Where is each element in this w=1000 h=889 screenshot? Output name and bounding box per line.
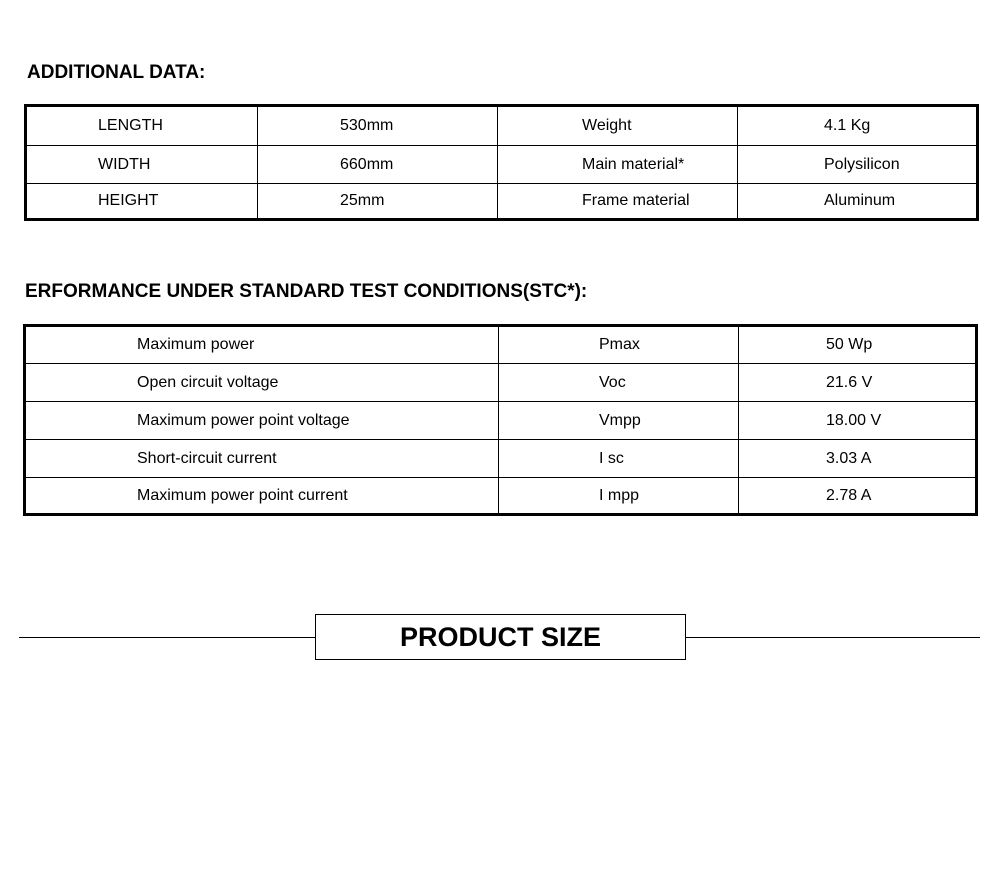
table-row — [26, 106, 978, 146]
table-cell: Vmpp — [499, 402, 739, 440]
performance-table — [23, 324, 978, 516]
product-size-title: PRODUCT SIZE — [315, 614, 686, 660]
divider-right — [685, 637, 980, 638]
performance-heading: ERFORMANCE UNDER STANDARD TEST CONDITIONS(STC*): — [25, 281, 588, 302]
table-row — [25, 326, 977, 364]
table-cell: Maximum power point voltage — [25, 402, 499, 440]
table-cell: 2.78 A — [739, 478, 977, 515]
table-cell: LENGTH — [26, 106, 258, 146]
table-cell: Polysilicon — [738, 146, 978, 184]
divider-left — [19, 637, 316, 638]
table-cell: 21.6 V — [739, 364, 977, 402]
table-row — [26, 184, 978, 220]
table-row — [26, 146, 978, 184]
additional-data-heading: ADDITIONAL DATA: — [27, 62, 206, 83]
table-cell: Weight — [498, 106, 738, 146]
table-cell: I sc — [499, 440, 739, 478]
table-row — [25, 478, 977, 515]
table-cell: Main material* — [498, 146, 738, 184]
table-cell: Voc — [499, 364, 739, 402]
table-cell: 3.03 A — [739, 440, 977, 478]
table-cell: Open circuit voltage — [25, 364, 499, 402]
table-cell: 4.1 Kg — [738, 106, 978, 146]
additional-data-table — [24, 104, 979, 221]
table-cell: 50 Wp — [739, 326, 977, 364]
table-row — [25, 402, 977, 440]
table-cell: 660mm — [258, 146, 498, 184]
table-cell: HEIGHT — [26, 184, 258, 220]
table-cell: 18.00 V — [739, 402, 977, 440]
table-cell: 25mm — [258, 184, 498, 220]
table-row — [25, 364, 977, 402]
table-cell: I mpp — [499, 478, 739, 515]
table-cell: Maximum power — [25, 326, 499, 364]
table-row — [25, 440, 977, 478]
table-cell: 530mm — [258, 106, 498, 146]
table-cell: Pmax — [499, 326, 739, 364]
table-cell: Aluminum — [738, 184, 978, 220]
table-cell: Short-circuit current — [25, 440, 499, 478]
table-cell: WIDTH — [26, 146, 258, 184]
table-cell: Maximum power point current — [25, 478, 499, 515]
table-cell: Frame material — [498, 184, 738, 220]
